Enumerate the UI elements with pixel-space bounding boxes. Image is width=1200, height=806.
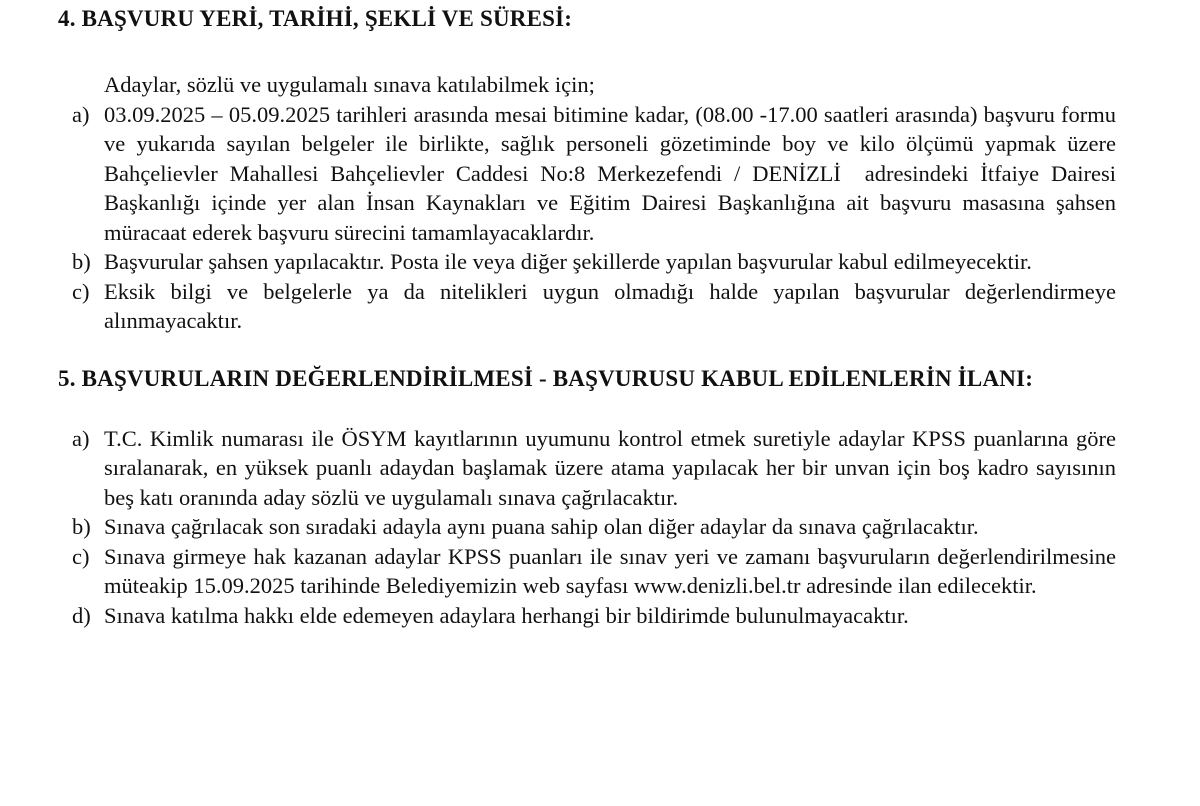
list-item-text: Sınava katılma hakkı elde edemeyen adaylara herhangi bir bildirimde bulunulmayacaktır.	[104, 602, 909, 628]
list-marker: c)	[72, 543, 90, 569]
list-item	[58, 424, 1122, 513]
list-marker: b)	[72, 249, 91, 274]
section-4-intro: Adaylar, sözlü ve uygulamalı sınava katılabilmek için;	[104, 72, 595, 97]
section-4-list	[58, 100, 1122, 336]
section-5-list	[58, 424, 1122, 631]
list-marker: a)	[72, 425, 90, 451]
list-item	[58, 247, 1116, 277]
list-marker: c)	[72, 278, 90, 304]
list-item-text: Sınava çağrılacak son sıradaki adayla aynı puana sahip olan diğer adaylar da sınava çağrılacaktır.	[104, 514, 979, 539]
list-item	[58, 542, 1122, 601]
list-item-text: Başvurular şahsen yapılacaktır. Posta ile veya diğer şekillerde yapılan başvurular kabul edilmeyecektir.	[104, 249, 1032, 274]
list-marker: b)	[72, 514, 91, 539]
list-marker: a)	[72, 101, 90, 127]
list-item-text: Sınava girmeye hak kazanan adaylar KPSS puanları ile sınav yeri ve zamanı başvuruların değerlendirilmesine müteakip 15.09.2025 tarihinde Belediyemizin web sayfası www.denizli.bel.tr adresinde ilan edilecektir.	[104, 543, 1122, 598]
list-item	[58, 277, 1122, 336]
list-marker: d)	[72, 602, 91, 628]
list-item	[58, 100, 1122, 248]
list-item-text: Eksik bilgi ve belgelerle ya da nitelikleri uygun olmadığı halde yapılan başvurular değerlendirmeye alınmayacaktır.	[104, 278, 1122, 333]
section-5-title: 5. BAŞVURULARIN DEĞERLENDİRİLMESİ - BAŞVURUSU KABUL EDİLENLERİN İLANI:	[58, 365, 1034, 391]
section-4-title: 4. BAŞVURU YERİ, TARİHİ, ŞEKLİ VE SÜRESİ:	[58, 6, 573, 31]
list-item-text: 03.09.2025 – 05.09.2025 tarihleri arasında mesai bitimine kadar, (08.00 -17.00 saatleri arasında) başvuru formu ve yukarıda sayılan belgeler ile birlikte, sağlık personeli gözetiminde boy ve kilo ölçümü yapmak üzere Bahçelievler Mahallesi Bahçelievler Caddesi No:8 Merkezefendi / DENİZLİ adresindeki İtfaiye Dairesi Başkanlığı içinde yer alan İnsan Kaynakları ve Eğitim Dairesi Başkanlığına ait başvuru masasına şahsen müracaat ederek başvuru sürecini tamamlayacaklardır.	[104, 101, 1122, 245]
list-item	[58, 601, 1116, 631]
list-item-text: T.C. Kimlik numarası ile ÖSYM kayıtlarının uyumunu kontrol etmek suretiyle adaylar KPSS puanlarına göre sıralanarak, en yüksek puanlı adaydan başlamak üzere atama yapılacak her bir unvan için boş kadro sayısının beş katı oranında aday sözlü ve uygulamalı sınava çağrılacaktır.	[104, 425, 1122, 510]
list-item	[58, 512, 1116, 542]
